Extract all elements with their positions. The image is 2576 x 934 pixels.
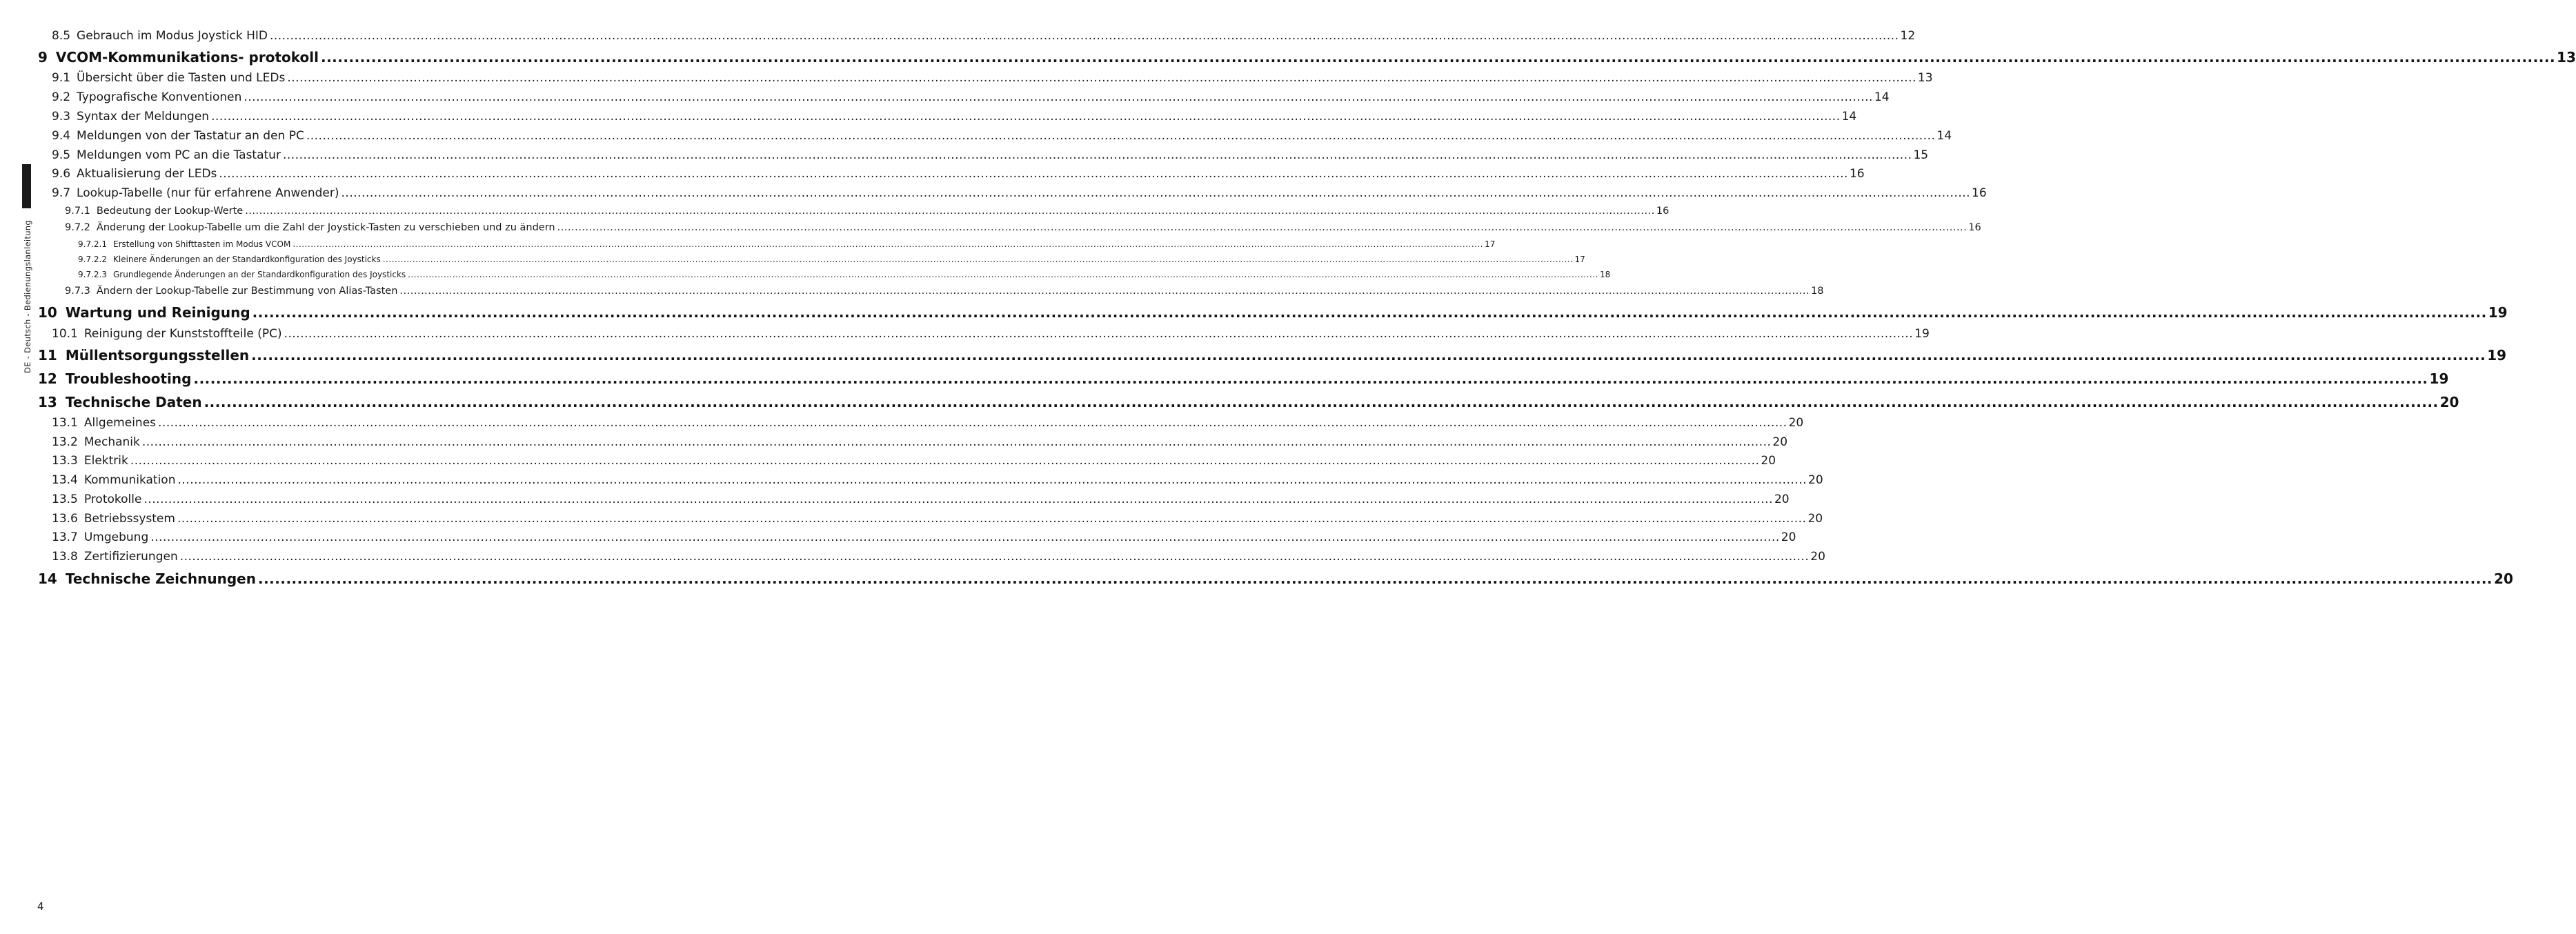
toc-title: Lookup-Tabelle (nur für erfahrene Anwender) bbox=[77, 186, 339, 200]
toc-entry[interactable] bbox=[52, 167, 1865, 181]
dot-leader: ................................................................................................................................................................................................................................................................................................................................................................................................................ bbox=[251, 347, 2486, 364]
toc-title: Betriebssystem bbox=[83, 512, 175, 526]
toc-number: 13 bbox=[38, 394, 57, 410]
toc-number: 9.1 bbox=[52, 71, 71, 85]
toc-title: Mechanik bbox=[83, 435, 140, 449]
toc-number: 9.2 bbox=[52, 90, 71, 104]
toc-entry[interactable] bbox=[52, 454, 1776, 468]
toc-title: VCOM-Kommunikations- protokoll bbox=[55, 49, 319, 66]
dot-leader: ................................................................................................................................................................................................................................................................................................................................................................................................................ bbox=[150, 530, 1780, 544]
dot-leader: ................................................................................................................................................................................................................................................................................................................................................................................................................ bbox=[557, 222, 1968, 233]
toc-entry[interactable] bbox=[78, 255, 1585, 264]
toc-number: 13.4 bbox=[52, 473, 78, 487]
toc-entry[interactable] bbox=[52, 129, 1952, 143]
toc-page-number: 13 bbox=[1917, 71, 1933, 85]
toc-page-number: 20 bbox=[1781, 530, 1796, 544]
toc-number: 13.7 bbox=[52, 530, 78, 544]
toc-entry[interactable] bbox=[52, 186, 1987, 200]
toc-number: 14 bbox=[38, 570, 57, 587]
dot-leader: ................................................................................................................................................................................................................................................................................................................................................................................................................ bbox=[244, 90, 1873, 104]
section-tab-marker bbox=[22, 164, 31, 208]
toc-page-number: 19 bbox=[2429, 370, 2449, 387]
toc-entry[interactable] bbox=[52, 327, 1930, 341]
toc-title: Gebrauch im Modus Joystick HID bbox=[77, 29, 268, 43]
toc-number: 9.4 bbox=[52, 129, 71, 143]
dot-leader: ................................................................................................................................................................................................................................................................................................................................................................................................................ bbox=[219, 167, 1848, 181]
dot-leader: ................................................................................................................................................................................................................................................................................................................................................................................................................ bbox=[252, 304, 2487, 321]
dot-leader: ................................................................................................................................................................................................................................................................................................................................................................................................................ bbox=[382, 255, 1574, 264]
toc-entry[interactable] bbox=[52, 110, 1857, 123]
toc-page-number: 20 bbox=[1774, 493, 1790, 506]
toc-page-number: 18 bbox=[1811, 286, 1824, 297]
toc-number: 9.7.1 bbox=[65, 206, 90, 217]
toc-title: Meldungen vom PC an die Tastatur bbox=[77, 148, 281, 162]
toc-entry[interactable] bbox=[65, 222, 1981, 233]
toc-number: 11 bbox=[38, 347, 57, 364]
toc-number: 9.7.2.3 bbox=[78, 270, 107, 279]
toc-number: 9.6 bbox=[52, 167, 71, 181]
dot-leader: ................................................................................................................................................................................................................................................................................................................................................................................................................ bbox=[193, 370, 2428, 387]
toc-page-number: 14 bbox=[1841, 110, 1857, 123]
toc-number: 13.1 bbox=[52, 416, 78, 430]
toc-number: 9.7.2 bbox=[65, 222, 90, 233]
toc-page-number: 20 bbox=[2439, 394, 2459, 410]
toc-page-number: 19 bbox=[2487, 347, 2507, 364]
toc-chapter[interactable] bbox=[38, 370, 2449, 387]
toc-number: 9.5 bbox=[52, 148, 71, 162]
toc-title: Änderung der Lookup-Tabelle um die Zahl der Joystick-Tasten zu verschieben und zu ändern bbox=[96, 222, 555, 233]
toc-title: Übersicht über die Tasten und LEDs bbox=[77, 71, 286, 85]
toc-entry[interactable] bbox=[78, 270, 1611, 279]
toc-page-number: 17 bbox=[1574, 255, 1585, 264]
toc-title: Troubleshooting bbox=[65, 370, 192, 387]
dot-leader: ................................................................................................................................................................................................................................................................................................................................................................................................................ bbox=[211, 110, 1841, 123]
toc-chapter[interactable] bbox=[38, 304, 2508, 321]
toc-entry[interactable] bbox=[52, 148, 1929, 162]
dot-leader: ................................................................................................................................................................................................................................................................................................................................................................................................................ bbox=[269, 29, 1899, 43]
dot-leader: ................................................................................................................................................................................................................................................................................................................................................................................................................ bbox=[177, 473, 1807, 487]
toc-chapter[interactable] bbox=[38, 570, 2513, 587]
toc-title: Kommunikation bbox=[83, 473, 176, 487]
dot-leader: ................................................................................................................................................................................................................................................................................................................................................................................................................ bbox=[306, 129, 1936, 143]
toc-title: Umgebung bbox=[83, 530, 149, 544]
toc-title: Wartung und Reinigung bbox=[65, 304, 250, 321]
toc-entry[interactable] bbox=[52, 90, 1890, 104]
dot-leader: ................................................................................................................................................................................................................................................................................................................................................................................................................ bbox=[341, 186, 1971, 200]
toc-page-number: 14 bbox=[1874, 90, 1890, 104]
dot-leader: ................................................................................................................................................................................................................................................................................................................................................................................................................ bbox=[284, 327, 1914, 341]
toc-entry[interactable] bbox=[65, 286, 1824, 297]
dot-leader: ................................................................................................................................................................................................................................................................................................................................................................................................................ bbox=[141, 435, 1772, 449]
toc-entry[interactable] bbox=[52, 416, 1804, 430]
dot-leader: ................................................................................................................................................................................................................................................................................................................................................................................................................ bbox=[130, 454, 1760, 468]
toc-chapter[interactable] bbox=[38, 49, 2576, 66]
toc-number: 9.3 bbox=[52, 110, 71, 123]
toc-title: Elektrik bbox=[83, 454, 128, 468]
toc-page-number: 20 bbox=[1772, 435, 1788, 449]
toc-number: 13.3 bbox=[52, 454, 78, 468]
toc-number: 9.7.2.1 bbox=[78, 239, 107, 249]
toc-page-number: 19 bbox=[1914, 327, 1930, 341]
toc-page-number: 20 bbox=[1810, 550, 1825, 564]
toc-page-number: 16 bbox=[1656, 206, 1670, 217]
dot-leader: ................................................................................................................................................................................................................................................................................................................................................................................................................ bbox=[158, 416, 1787, 430]
toc-number: 13.8 bbox=[52, 550, 78, 564]
toc-number: 13.2 bbox=[52, 435, 78, 449]
dot-leader: ................................................................................................................................................................................................................................................................................................................................................................................................................ bbox=[293, 239, 1484, 249]
toc-page-number: 20 bbox=[1788, 416, 1804, 430]
toc-page-number: 20 bbox=[1761, 454, 1776, 468]
toc-entry[interactable] bbox=[78, 239, 1496, 249]
toc-page-number: 20 bbox=[1808, 473, 1823, 487]
dot-leader: ................................................................................................................................................................................................................................................................................................................................................................................................................ bbox=[399, 286, 1810, 297]
toc-number: 10.1 bbox=[52, 327, 78, 341]
toc-page-number: 16 bbox=[1968, 222, 1981, 233]
toc-chapter[interactable] bbox=[38, 394, 2459, 410]
toc-page-number: 18 bbox=[1599, 270, 1611, 279]
dot-leader: ................................................................................................................................................................................................................................................................................................................................................................................................................ bbox=[204, 394, 2439, 410]
toc-title: Ändern der Lookup-Tabelle zur Bestimmung von Alias-Tasten bbox=[96, 286, 398, 297]
toc-title: Reinigung der Kunststoffteile (PC) bbox=[83, 327, 282, 341]
dot-leader: ................................................................................................................................................................................................................................................................................................................................................................................................................ bbox=[320, 49, 2556, 66]
toc-page-number: 15 bbox=[1913, 148, 1929, 162]
toc-page-number: 12 bbox=[1900, 29, 1916, 43]
toc-title: Müllentsorgungsstellen bbox=[65, 347, 250, 364]
toc-title: Grundlegende Änderungen an der Standardkonfiguration des Joysticks bbox=[112, 270, 406, 279]
toc-title: Zertifizierungen bbox=[83, 550, 178, 564]
toc-number: 9.7.3 bbox=[65, 286, 90, 297]
toc-title: Typografische Konventionen bbox=[77, 90, 242, 104]
toc-number: 13.5 bbox=[52, 493, 78, 506]
toc-entry[interactable] bbox=[52, 71, 1933, 85]
toc-number: 10 bbox=[38, 304, 57, 321]
toc-number: 9.7 bbox=[52, 186, 71, 200]
toc-number: 8.5 bbox=[52, 29, 71, 43]
toc-page-number: 13 bbox=[2557, 49, 2576, 66]
toc-title: Meldungen von der Tastatur an den PC bbox=[77, 129, 304, 143]
dot-leader: ................................................................................................................................................................................................................................................................................................................................................................................................................ bbox=[287, 71, 1916, 85]
toc-page-number: 17 bbox=[1485, 239, 1496, 249]
dot-leader: ................................................................................................................................................................................................................................................................................................................................................................................................................ bbox=[179, 550, 1810, 564]
toc-number: 13.6 bbox=[52, 512, 78, 526]
dot-leader: ................................................................................................................................................................................................................................................................................................................................................................................................................ bbox=[245, 206, 1655, 217]
toc-title: Syntax der Meldungen bbox=[77, 110, 210, 123]
toc-entry[interactable] bbox=[52, 493, 1790, 506]
toc-title: Erstellung von Shifttasten im Modus VCOM bbox=[112, 239, 291, 249]
toc-entry[interactable] bbox=[52, 550, 1825, 564]
toc-entry[interactable] bbox=[52, 435, 1788, 449]
toc-title: Protokolle bbox=[83, 493, 142, 506]
toc-page-number: 16 bbox=[1849, 167, 1865, 181]
toc-page-number: 19 bbox=[2488, 304, 2508, 321]
toc-page-number: 20 bbox=[1807, 512, 1823, 526]
toc-entry[interactable] bbox=[52, 29, 1916, 43]
toc-page-number: 16 bbox=[1972, 186, 1987, 200]
toc-page-number: 20 bbox=[2494, 570, 2513, 587]
toc-number: 12 bbox=[38, 370, 57, 387]
side-label: DE - Deutsch - Bedienungslanleitung bbox=[23, 220, 32, 373]
toc-title: Technische Zeichnungen bbox=[65, 570, 256, 587]
toc-title: Allgemeines bbox=[83, 416, 157, 430]
toc-title: Aktualisierung der LEDs bbox=[77, 167, 217, 181]
toc-title: Bedeutung der Lookup-Werte bbox=[96, 206, 244, 217]
toc-title: Kleinere Änderungen an der Standardkonfiguration des Joysticks bbox=[112, 255, 381, 264]
toc-entry[interactable] bbox=[52, 512, 1823, 526]
toc-chapter[interactable] bbox=[38, 347, 2507, 364]
toc-number: 9 bbox=[38, 49, 48, 66]
dot-leader: ................................................................................................................................................................................................................................................................................................................................................................................................................ bbox=[282, 148, 1912, 162]
toc-entry[interactable] bbox=[52, 473, 1823, 487]
dot-leader: ................................................................................................................................................................................................................................................................................................................................................................................................................ bbox=[177, 512, 1807, 526]
toc-entry[interactable] bbox=[52, 530, 1796, 544]
toc-title: Technische Daten bbox=[65, 394, 202, 410]
dot-leader: ................................................................................................................................................................................................................................................................................................................................................................................................................ bbox=[408, 270, 1598, 279]
dot-leader: ................................................................................................................................................................................................................................................................................................................................................................................................................ bbox=[257, 570, 2493, 587]
dot-leader: ................................................................................................................................................................................................................................................................................................................................................................................................................ bbox=[143, 493, 1773, 506]
toc-number: 9.7.2.2 bbox=[78, 255, 107, 264]
page-number: 4 bbox=[37, 900, 44, 913]
toc-entry[interactable] bbox=[65, 206, 1670, 217]
toc-page-number: 14 bbox=[1936, 129, 1952, 143]
